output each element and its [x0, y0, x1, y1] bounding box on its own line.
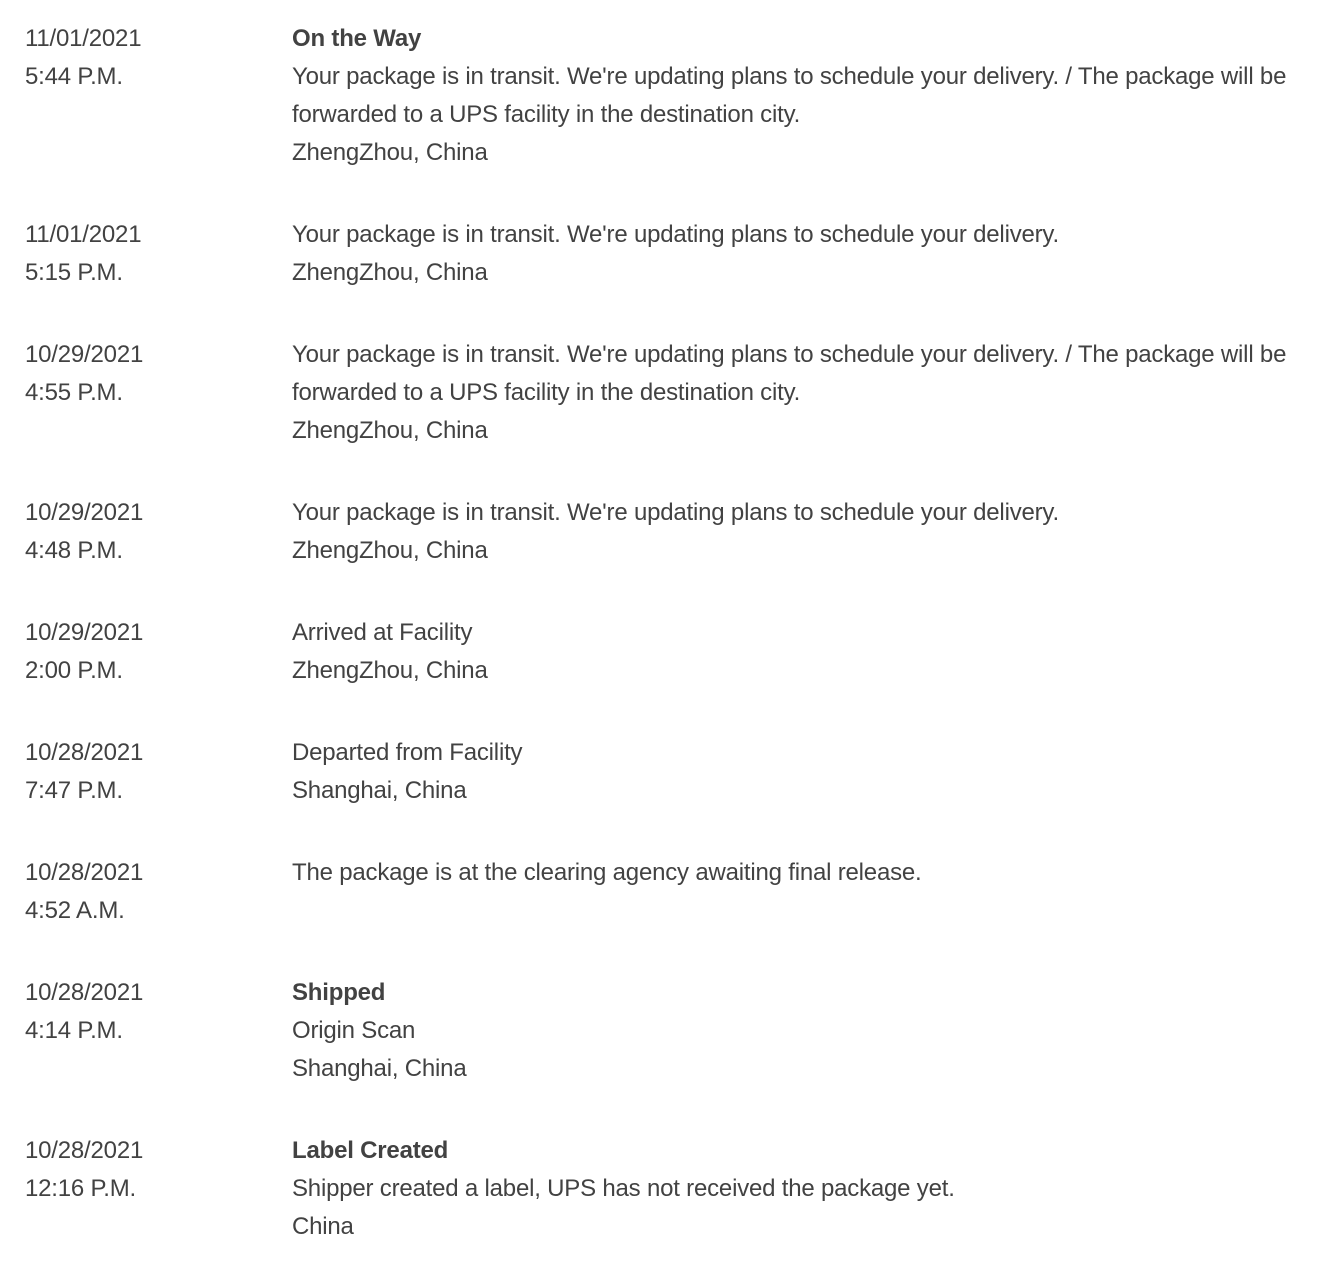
event-datetime	[25, 20, 292, 96]
event-location: ZhengZhou, China	[292, 139, 488, 166]
event-location: ZhengZhou, China	[292, 417, 488, 444]
event-time: 4:48 P.M.	[25, 537, 123, 564]
event-datetime	[25, 854, 292, 930]
event-time: 5:44 P.M.	[25, 63, 123, 90]
event-status-title: On the Way	[292, 25, 422, 52]
event-description: Arrived at Facility	[292, 619, 473, 646]
tracking-event-row	[25, 494, 1310, 570]
event-time: 5:15 P.M.	[25, 259, 123, 286]
tracking-event-row	[25, 216, 1310, 292]
event-detail	[292, 216, 1302, 292]
event-description: Your package is in transit. We're updating plans to schedule your delivery.	[292, 499, 1059, 526]
event-detail	[292, 494, 1302, 570]
event-detail	[292, 1132, 1302, 1246]
event-time: 2:00 P.M.	[25, 657, 123, 684]
event-description: Your package is in transit. We're updating plans to schedule your delivery. / The package will be forwarded to a UPS facility in the destination city.	[292, 341, 1287, 406]
event-location: ZhengZhou, China	[292, 657, 488, 684]
event-date: 10/28/2021	[25, 1137, 144, 1164]
event-datetime	[25, 974, 292, 1050]
event-description: Your package is in transit. We're updating plans to schedule your delivery. / The package will be forwarded to a UPS facility in the destination city.	[292, 63, 1287, 128]
event-time: 4:52 A.M.	[25, 897, 125, 924]
event-description: Departed from Facility	[292, 739, 523, 766]
event-description: Origin Scan	[292, 1017, 416, 1044]
event-datetime	[25, 216, 292, 292]
event-date: 11/01/2021	[25, 25, 142, 52]
event-time: 7:47 P.M.	[25, 777, 123, 804]
event-time: 12:16 P.M.	[25, 1175, 136, 1202]
event-date: 10/28/2021	[25, 979, 144, 1006]
event-detail	[292, 336, 1302, 450]
tracking-event-row	[25, 734, 1310, 810]
event-location: Shanghai, China	[292, 1055, 467, 1082]
event-datetime	[25, 336, 292, 412]
event-detail	[292, 854, 1302, 892]
event-detail	[292, 20, 1302, 172]
event-datetime	[25, 1132, 292, 1208]
tracking-event-row	[25, 974, 1310, 1088]
event-detail	[292, 734, 1302, 810]
event-date: 11/01/2021	[25, 221, 142, 248]
event-detail	[292, 614, 1302, 690]
tracking-event-row	[25, 20, 1310, 172]
event-date: 10/28/2021	[25, 739, 144, 766]
event-detail	[292, 974, 1302, 1088]
event-description: Your package is in transit. We're updating plans to schedule your delivery.	[292, 221, 1059, 248]
event-location: Shanghai, China	[292, 777, 467, 804]
event-location: ZhengZhou, China	[292, 259, 488, 286]
event-location: China	[292, 1213, 354, 1240]
event-date: 10/29/2021	[25, 341, 144, 368]
tracking-event-row	[25, 336, 1310, 450]
tracking-event-row	[25, 854, 1310, 930]
event-description: The package is at the clearing agency awaiting final release.	[292, 859, 922, 886]
event-datetime	[25, 494, 292, 570]
event-date: 10/29/2021	[25, 499, 144, 526]
event-date: 10/29/2021	[25, 619, 144, 646]
event-status-title: Shipped	[292, 979, 386, 1006]
event-status-title: Label Created	[292, 1137, 449, 1164]
tracking-event-row	[25, 614, 1310, 690]
tracking-event-row	[25, 1132, 1310, 1246]
event-date: 10/28/2021	[25, 859, 144, 886]
event-datetime	[25, 614, 292, 690]
event-description: Shipper created a label, UPS has not received the package yet.	[292, 1175, 955, 1202]
event-time: 4:14 P.M.	[25, 1017, 123, 1044]
event-datetime	[25, 734, 292, 810]
event-time: 4:55 P.M.	[25, 379, 123, 406]
event-location: ZhengZhou, China	[292, 537, 488, 564]
